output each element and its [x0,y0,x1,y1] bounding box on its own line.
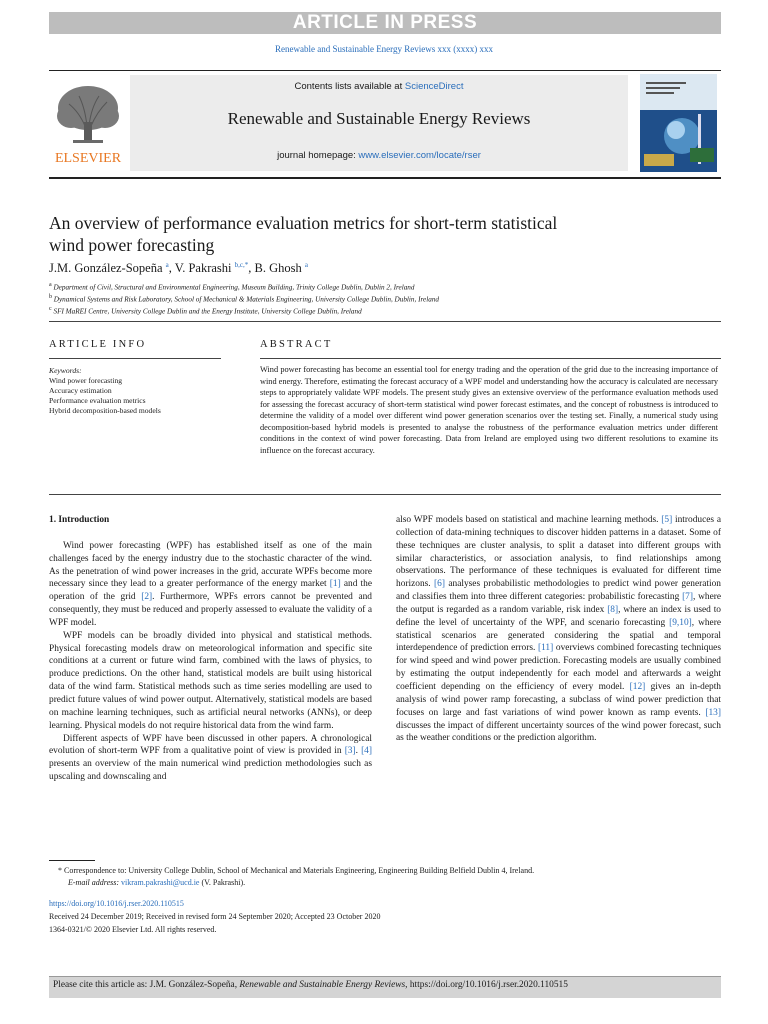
affiliation: $^c$ SFI MaREI Centre, University College Dublin and the Energy Institute, University College Dublin, Ireland [49,306,362,316]
journal-reference: Renewable and Sustainable Energy Reviews xxx (xxxx) xxx [274,44,494,54]
section-heading: 1. Introduction [49,515,110,525]
sciencedirect-link[interactable]: ScienceDirect [404,81,464,92]
article-in-press-banner: ARTICLE IN PRESS [49,12,721,34]
citation-link[interactable]: [4] [361,746,372,757]
author-name[interactable]: V. Pakrashi [174,261,232,276]
journal-title: Renewable and Sustainable Energy Reviews [227,109,531,128]
journal-cover-image [640,74,717,172]
divider [49,358,221,359]
footnote-rule [49,860,95,861]
keyword: Wind power forecasting [49,376,123,385]
citation-link[interactable]: [9,10] [669,617,692,628]
citation-link[interactable]: [5] [661,515,673,525]
abstract-heading: ABSTRACT [260,339,333,350]
body-right-column [396,514,721,745]
svg-text:ELSEVIER: ELSEVIER [54,151,122,166]
author-name[interactable]: J.M. González-Sopeña [49,261,163,276]
keyword: Hybrid decomposition-based models [49,406,161,415]
abstract-text: Wind power forecasting has become an essential tool for energy trading and the operation of the grid due to the increasing importance of wind energy. Therefore, estimating the forecast accuracy of a WPF model and understanding how the accuracy is calculated are necessary steps to appropriately validate WPF models. The present study gives an extensive overview of the performance evaluation methods used for assessing the forecast accuracy of short-term statistical wind power forecast estimates, and the concept of robustness is introduced to determine the validity of a model over different wind power generation scenarios over the testing set. Finally, a numerical study using decomposition-based hybrid models is presented to analyse the robustness of the performance evaluation metrics under different conditions in the context of wind power forecasting. Data from Ireland are employed using two different resolutions to examine its influence on the forecast accuracy. [260,365,718,455]
cite-this-article-bar: Please cite this article as: J.M. González-Sopeña, Renewable and Sustainable Energy Reviews, https://doi.org/10.1016/j.rser.2020.110515 [49,976,721,998]
citation-link[interactable]: [6] [434,579,445,590]
citation-link[interactable]: [12] [629,681,646,692]
divider [260,358,721,359]
paragraph: also WPF models based on statistical and machine learning methods. [5] introduces a collection of data-mining techniques to discover hidden patterns in a dataset. Some of these techniques are cluster analysis, to split a dataset into different groups with similar characteristics, or association analysis, to find relationships among observations. The performance of these techniques is evaluated for different time horizons. [6] analyses probabilistic methodologies to predict wind power generation and classifies them into three different categories: probabilistic forecasting [7], where the output is regarded as a random variable, risk index [8], where an index is used to define the level of uncertainty of the WPF, and scenario forecasting [9,10], where statistical scenarios are generated considering the spatial and temporal interdependence of prediction errors. [11] overviews combined forecasting techniques for wind speed and wind power prediction. Forecasting models are usually combined by estimating the output independently for each model and afterwards a weight coefficient depending on the efficiency of every model. [12] gives an in-depth analysis of wind power ramp forecasting, a subclass of wind power prediction that focuses on large and fast variations of wind power known as ramp events. [13] discusses the impact of different uncertainty sources of the wind power forecast, such as the weather conditions or the prediction algorithm. [396,515,722,744]
author-name[interactable]: B. Ghosh [254,261,302,276]
body-left-column [49,514,372,784]
contents-line: Contents lists available at ScienceDirect [294,81,464,92]
keywords-block [49,366,229,416]
paragraph: Wind power forecasting (WPF) has established itself as one of the main challenges faced by the energy industry due to the stochastic character of the wind. As the penetration of wind power increases in the grid, accurate WPFs become more necessary since they lead to a greater performance of the energy market [1] and the operation of the grid [2]. Furthermore, WPFs errors cannot be prevented and consequently, they must be reduced and properly assessed to evaluate the validity of a WPF model. [49,540,372,628]
doi-link[interactable]: https://doi.org/10.1016/j.rser.2020.110515 [49,899,184,908]
affiliation: $^a$ Department of Civil, Structural and Environmental Engineering, Museum Building, Trinity College Dublin, Dublin 2, Ireland [49,282,415,292]
citation-link[interactable]: [8] [607,604,619,615]
divider [49,321,721,322]
citation-link[interactable]: [7] [682,592,693,603]
keywords-label: Keywords: [49,366,82,375]
author-affiliation-mark[interactable]: a [304,261,308,269]
correspondence-footnote: * Correspondence to: University College Dublin, School of Mechanical and Materials Engineering, Engineering Building Belfield Dublin 4, Ireland. [58,866,535,875]
homepage-link[interactable]: www.elsevier.com/locate/rser [358,150,481,161]
email-footnote: E-mail address: vikram.pakrashi@ucd.ie (V. Pakrashi). [68,878,246,887]
citation-link[interactable]: [2] [141,592,153,603]
citation-link[interactable]: [13] [705,707,721,718]
author-affiliation-mark[interactable]: a [165,261,169,269]
header-bottom-rule [49,177,721,179]
divider [49,494,721,495]
citation-link[interactable]: [11] [537,643,554,654]
article-title: An overview of performance evaluation metrics for short-term statistical wind power forecasting [49,213,558,255]
article-info-heading: ARTICLE INFO [49,339,147,350]
elsevier-logo [49,78,127,166]
copyright-notice: 1364-0321/© 2020 Elsevier Ltd. All rights reserved. [49,925,217,934]
paragraph: Different aspects of WPF have been discussed in other papers. A chronological evolution of short-term WPF from a qualitative point of view is provided in [3]. [4] presents an overview of the main numerical wind prediction methodologies such as upscaling and downscaling and [49,733,372,783]
paragraph: WPF models can be broadly divided into physical and statistical methods. Physical forecasting models draw on meteorological information and specific site conditions at a current or future wind farm, combined with the laws of physics, to produce predictions. On the other hand, statistical models are built using historical data of the wind farm. Statistical methods such as time series modelling are used to predict future values of wind power output. Alternatively, statistical models are based on machine learning techniques, such as artificial neural networks (ANNs), or deep learning. Physical models do not require historical data from the wind farm. [49,630,372,731]
citation-link[interactable]: [3] [344,746,356,757]
received-dates: Received 24 December 2019; Received in revised form 24 September 2020; Accepted 23 October 2020 [49,912,381,921]
citation-link[interactable]: [1] [329,579,341,590]
header-top-rule [49,70,721,71]
affiliation: $^b$ Dynamical Systems and Risk Laboratory, School of Mechanical & Materials Engineering, University College Dublin, Dublin, Ireland [49,294,440,304]
journal-homepage: journal homepage: www.elsevier.com/locate/rser [277,150,481,161]
keyword: Accuracy estimation [49,386,112,395]
email-link[interactable]: vikram.pakrashi@ucd.ie [121,878,200,887]
keyword: Performance evaluation metrics [49,396,146,405]
author-list: J.M. González-Sopeña $^a$, V. Pakrashi $^{b,c,*}$, B. Ghosh $^a$ [49,261,308,276]
author-affiliation-mark[interactable]: b,c,* [234,261,249,269]
